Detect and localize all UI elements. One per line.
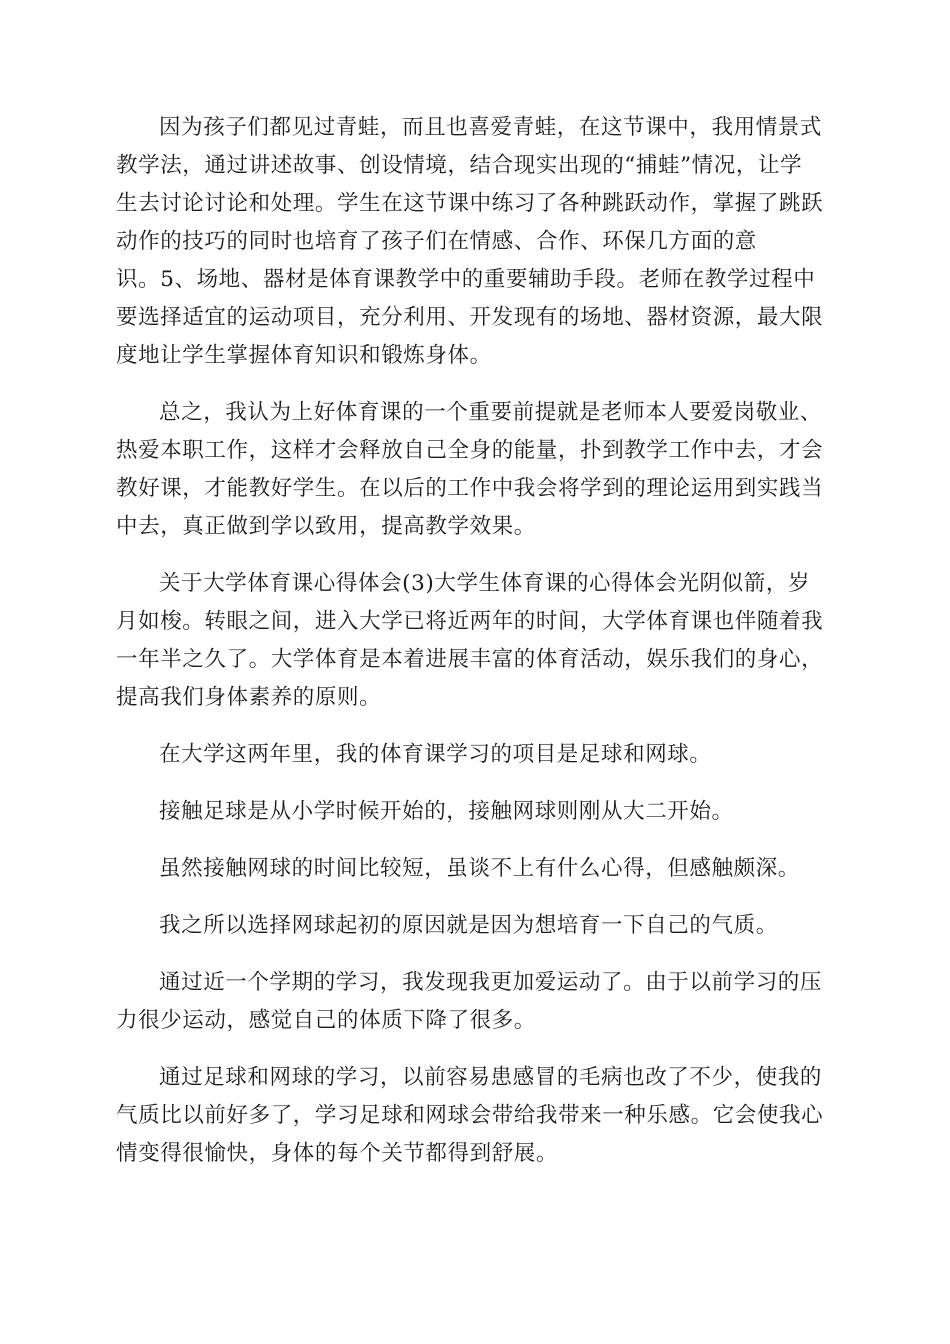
text-line: 度地让学生掌握体育知识和锻炼身体。 [116, 343, 492, 368]
text-line: 生去讨论讨论和处理。学生在这节课中练习了各种跳跃动作，掌握了跳跃 [116, 191, 824, 216]
text-line: 热爱本职工作，这样才会释放自己全身的能量，扑到教学工作中去，才会 [116, 438, 824, 463]
paragraph-8 [116, 964, 832, 1040]
text-line: 动作的技巧的同时也培育了孩子们在情感、合作、环保几方面的意 [116, 229, 757, 254]
text-line: 虽然接触网球的时间比较短，虽谈不上有什么心得，但感触颇深。 [159, 856, 800, 881]
text-line: 教好课，才能教好学生。在以后的工作中我会将学到的理论运用到实践当 [116, 476, 824, 501]
text-line: 因为孩子们都见过青蛙，而且也喜爱青蛙，在这节课中，我用情景式 [159, 115, 823, 140]
paragraph-5 [116, 793, 832, 831]
text-line: 在大学这两年里，我的体育课学习的项目是足球和网球。 [159, 742, 712, 767]
text-line: 通过近一个学期的学习，我发现我更加爱运动了。由于以前学习的压 [159, 970, 823, 995]
paragraph-1 [116, 109, 832, 375]
text-line: 气质比以前好多了，学习足球和网球会带给我带来一种乐感。它会使我心 [116, 1103, 824, 1128]
text-line: 接触足球是从小学时候开始的，接触网球则刚从大二开始。 [159, 799, 734, 824]
text-line: 识。5、场地、器材是体育课教学中的重要辅助手段。老师在教学过程中 [116, 267, 816, 292]
paragraph-9 [116, 1059, 832, 1173]
text-line: 月如梭。转眼之间，进入大学已将近两年的时间，大学体育课也伴随着我 [116, 609, 824, 634]
paragraph-4 [116, 736, 832, 774]
text-line: 提高我们身体素养的原则。 [116, 685, 382, 710]
text-line: 一年半之久了。大学体育是本着进展丰富的体育活动，娱乐我们的身心， [116, 647, 824, 672]
text-line: 要选择适宜的运动项目，充分利用、开发现有的场地、器材资源，最大限 [116, 305, 824, 330]
text-line: 教学法，通过讲述故事、创设情境，结合现实出现的“捕蛙”情况，让学 [116, 153, 803, 178]
text-line: 通过足球和网球的学习，以前容易患感冒的毛病也改了不少，使我的 [159, 1065, 823, 1090]
paragraph-7 [116, 907, 832, 945]
document-body [116, 109, 832, 1192]
paragraph-2 [116, 394, 832, 546]
text-line: 中去，真正做到学以致用，提高教学效果。 [116, 514, 536, 539]
paragraph-6 [116, 850, 832, 888]
paragraph-3 [116, 565, 832, 717]
text-line: 情变得很愉快，身体的每个关节都得到舒展。 [116, 1141, 559, 1166]
text-line: 关于大学体育课心得体会(3)大学生体育课的心得体会光阴似箭，岁 [159, 571, 811, 596]
text-line: 我之所以选择网球起初的原因就是因为想培育一下自己的气质。 [159, 913, 778, 938]
text-line: 总之，我认为上好体育课的一个重要前提就是老师本人要爱岗敬业、 [159, 400, 823, 425]
text-line: 力很少运动，感觉自己的体质下降了很多。 [116, 1008, 536, 1033]
